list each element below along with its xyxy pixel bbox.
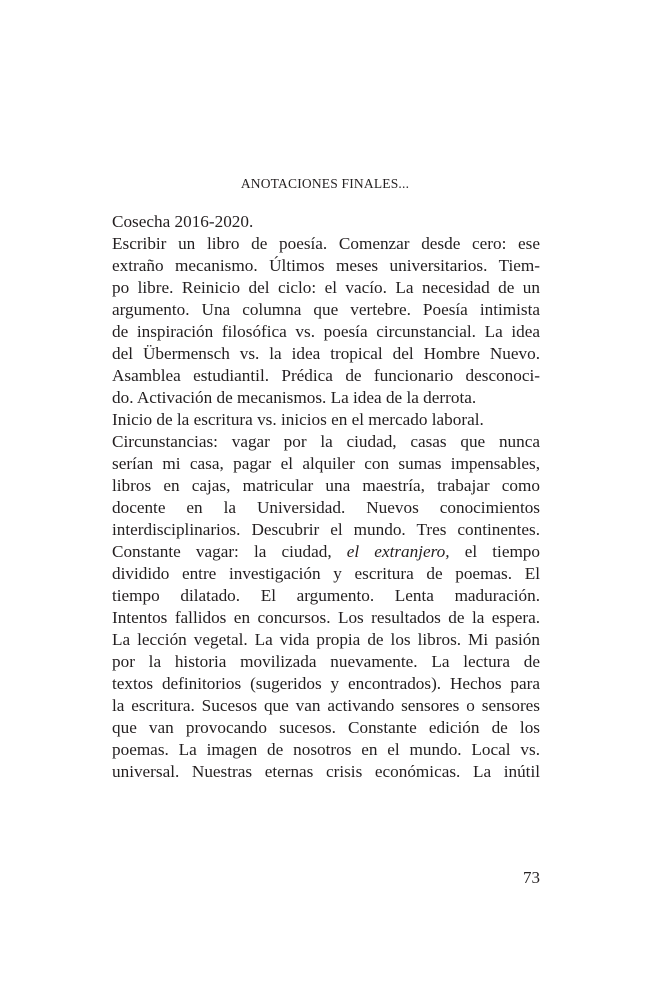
text-line: docente en la Universidad. Nuevos conocimientos: [112, 498, 540, 517]
text-line: interdisciplinarios. Descubrir el mundo. Tres continentes.: [112, 520, 540, 539]
text-line: Inicio de la escritura vs. inicios en el mercado laboral.: [112, 410, 484, 429]
text-line: extraño mecanismo. Últimos meses universitarios. Tiem-: [112, 256, 540, 275]
text-line-segment: el tiempo: [449, 542, 540, 561]
text-line: po libre. Reinicio del ciclo: el vacío. La necesidad de un: [112, 278, 540, 297]
text-line: Asamblea estudiantil. Prédica de funcionario desconoci-: [112, 366, 540, 385]
text-line: textos definitorios (sugeridos y encontrados). Hechos para: [112, 674, 540, 693]
text-line-segment: Constante vagar: la ciudad,: [112, 542, 347, 561]
page-number: 73: [523, 868, 540, 887]
running-head: ANOTACIONES FINALES...: [240, 176, 410, 191]
text-line: tiempo dilatado. El argumento. Lenta maduración.: [112, 586, 540, 605]
text-line: del Übermensch vs. la idea tropical del Hombre Nuevo.: [112, 344, 540, 363]
text-line: poemas. La imagen de nosotros en el mundo. Local vs.: [112, 740, 540, 759]
text-line: Circunstancias: vagar por la ciudad, casas que nunca: [112, 432, 540, 451]
body-text: [112, 211, 540, 783]
text-line: libros en cajas, matricular una maestría, trabajar como: [112, 476, 540, 495]
text-line: de inspiración filosófica vs. poesía circunstancial. La idea: [112, 322, 540, 341]
text-line: la escritura. Sucesos que van activando sensores o sensores: [112, 696, 540, 715]
text-line: La lección vegetal. La vida propia de los libros. Mi pasión: [112, 630, 540, 649]
text-line: argumento. Una columna que vertebre. Poesía intimista: [112, 300, 540, 319]
text-line: dividido entre investigación y escritura de poemas. El: [112, 564, 540, 583]
text-line: Cosecha 2016-2020.: [112, 212, 254, 231]
text-line: do. Activación de mecanismos. La idea de la derrota.: [112, 388, 477, 407]
text-line: universal. Nuestras eternas crisis económicas. La inútil: [112, 762, 540, 781]
text-line: [112, 541, 540, 563]
text-line: que van provocando sucesos. Constante edición de los: [112, 718, 540, 737]
text-line: Escribir un libro de poesía. Comenzar desde cero: ese: [112, 234, 540, 253]
text-line: serían mi casa, pagar el alquiler con sumas impensables,: [112, 454, 540, 473]
italic-phrase: el extranjero,: [346, 542, 450, 561]
text-line: por la historia movilizada nuevamente. La lectura de: [112, 652, 540, 671]
text-line: Intentos fallidos en concursos. Los resultados de la espera.: [112, 608, 540, 627]
